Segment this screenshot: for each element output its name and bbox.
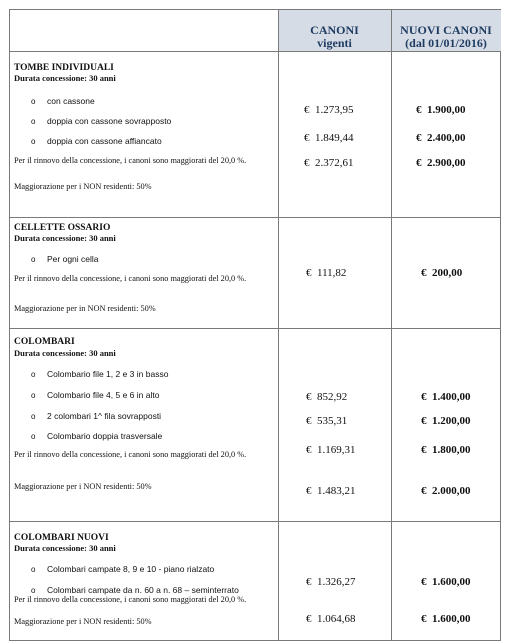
old-fee-value: € 1.064,68 — [306, 613, 356, 625]
section-title-cellette: CELLETTE OSSARIO — [14, 223, 111, 233]
renewal-note: Per il rinnovo della concessione, i canoni sono maggiorati del 20,0 %. — [14, 274, 247, 283]
row-divider-2 — [10, 328, 500, 329]
section-subtitle-colombari-nuovi: Durata concessione: 30 anni — [14, 543, 116, 553]
new-fee-value: € 1.900,00 — [416, 104, 466, 116]
header-nuovi-canoni — [391, 24, 501, 50]
row-divider-header — [10, 51, 500, 52]
renewal-note: Per il rinnovo della concessione, i canoni sono maggiorati del 20,0 %. — [14, 595, 247, 604]
new-fee-value: € 1.200,00 — [421, 415, 471, 427]
new-fee-value: € 1.400,00 — [421, 391, 471, 403]
bullet-circle-icon: o — [31, 255, 36, 264]
bullet-circle-icon: o — [31, 137, 36, 146]
old-fee-value: € 535,31 — [306, 415, 348, 427]
list-item: o 2 colombari 1^ fila sovrapposti — [31, 411, 162, 421]
old-fee-value: € 1.849,44 — [304, 132, 354, 144]
non-resident-note: Maggiorazione per in NON residenti: 50% — [14, 304, 156, 313]
list-item: o Colombari campate 8, 9 e 10 - piano rialzato — [31, 564, 215, 574]
column-divider-1 — [278, 10, 279, 640]
non-resident-note: Maggiorazione per i NON residenti: 50% — [14, 182, 152, 191]
renewal-note: Per il rinnovo della concessione, i canoni sono maggiorati del 20,0 %. — [14, 450, 247, 459]
section-title-tombe: TOMBE INDIVIDUALI — [14, 63, 114, 73]
old-fee-value: € 1.169,31 — [306, 444, 356, 456]
old-fee-value: € 2.372,61 — [304, 157, 354, 169]
list-item: o Colombario file 1, 2 e 3 in basso — [31, 369, 169, 379]
list-item: o Colombario doppia trasversale — [31, 431, 163, 441]
column-divider-2 — [391, 10, 392, 640]
section-title-colombari: COLOMBARI — [14, 337, 75, 347]
section-subtitle-colombari: Durata concessione: 30 anni — [14, 348, 116, 358]
new-fee-value: € 1.600,00 — [421, 576, 471, 588]
renewal-note: Per il rinnovo della concessione, i canoni sono maggiorati del 20,0 %. — [14, 156, 247, 165]
row-divider-1 — [10, 217, 500, 218]
old-fee-value: € 1.326,27 — [306, 576, 356, 588]
new-fee-value: € 200,00 — [421, 267, 463, 279]
bullet-circle-icon: o — [31, 391, 36, 400]
new-fee-value: € 2.900,00 — [416, 157, 466, 169]
list-item: o doppia con cassone sovrapposto — [31, 116, 172, 126]
bullet-circle-icon: o — [31, 586, 36, 595]
bullet-circle-icon: o — [31, 97, 36, 106]
list-item: o Colombari campate da n. 60 a n. 68 – seminterrato — [31, 585, 239, 595]
old-fee-value: € 1.273,95 — [304, 104, 354, 116]
bullet-circle-icon: o — [31, 432, 36, 441]
list-item: o Per ogni cella — [31, 254, 99, 264]
header-col3-line1: NUOVI CANONI — [400, 23, 492, 37]
section-title-colombari-nuovi: COLOMBARI NUOVI — [14, 533, 109, 543]
section-subtitle-cellette: Durata concessione: 30 anni — [14, 233, 116, 243]
fee-table — [9, 9, 501, 641]
old-fee-value: € 852,92 — [306, 391, 348, 403]
new-fee-value: € 1.600,00 — [421, 613, 471, 625]
new-fee-value: € 2.000,00 — [421, 485, 471, 497]
header-canoni-vigenti — [278, 24, 391, 50]
new-fee-value: € 1.800,00 — [421, 444, 471, 456]
old-fee-value: € 111,82 — [306, 267, 347, 279]
new-fee-value: € 2.400,00 — [416, 132, 466, 144]
non-resident-note: Maggiorazione per i NON residenti: 50% — [14, 617, 152, 626]
bullet-circle-icon: o — [31, 117, 36, 126]
header-col2-line2: vigenti — [317, 36, 352, 50]
header-col2-line1: CANONI — [310, 23, 359, 37]
non-resident-note: Maggiorazione per i NON residenti: 50% — [14, 482, 152, 491]
bullet-circle-icon: o — [31, 412, 36, 421]
bullet-circle-icon: o — [31, 370, 36, 379]
section-subtitle-tombe: Durata concessione: 30 anni — [14, 73, 116, 83]
list-item: o Colombario file 4, 5 e 6 in alto — [31, 390, 160, 400]
old-fee-value: € 1.483,21 — [306, 485, 356, 497]
row-divider-3 — [10, 521, 500, 522]
header-col3-line2: (dal 01/01/2016) — [405, 36, 487, 50]
bullet-circle-icon: o — [31, 565, 36, 574]
list-item: o con cassone — [31, 96, 95, 106]
list-item: o doppia con cassone affiancato — [31, 136, 162, 146]
